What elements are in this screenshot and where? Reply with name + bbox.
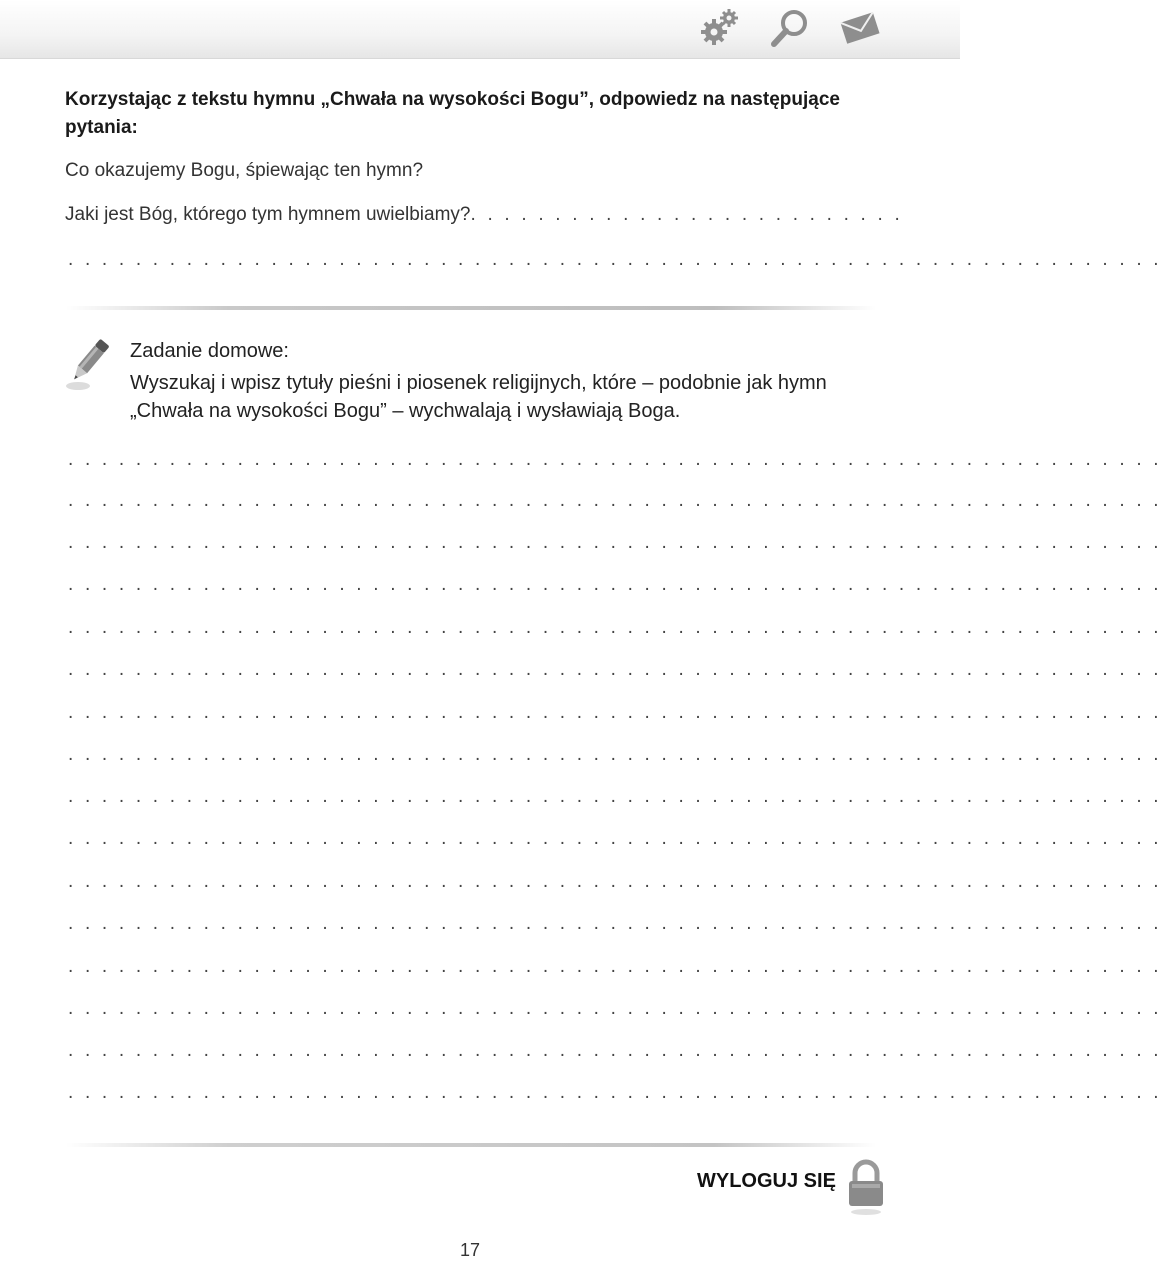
lock-icon[interactable] <box>846 1158 886 1216</box>
homework-answer-line[interactable]: . . . . . . . . . . . . . . . . . . . . . . . . . . . . . . . . . . . . . . . . . . . . . . . . . . . . . . . . . . . . . . . . . <box>68 956 1162 977</box>
homework-answer-line[interactable]: . . . . . . . . . . . . . . . . . . . . . . . . . . . . . . . . . . . . . . . . . . . . . . . . . . . . . . . . . . . . . . . . . <box>68 702 1162 723</box>
homework-answer-line[interactable]: . . . . . . . . . . . . . . . . . . . . . . . . . . . . . . . . . . . . . . . . . . . . . . . . . . . . . . . . . . . . . . . . . <box>68 574 1162 595</box>
task-heading: Korzystając z tekstu hymnu „Chwała na wysokości Bogu”, odpowiedz na następujące pytania: <box>65 89 840 138</box>
homework-answer-line[interactable]: . . . . . . . . . . . . . . . . . . . . . . . . . . . . . . . . . . . . . . . . . . . . . . . . . . . . . . . . . . . . . . . . . <box>68 490 1162 511</box>
question-2-text: Jaki jest Bóg, którego tym hymnem uwielbiamy? <box>65 204 471 225</box>
homework-answer-line[interactable]: . . . . . . . . . . . . . . . . . . . . . . . . . . . . . . . . . . . . . . . . . . . . . . . . . . . . . . . . . . . . . . . . . <box>68 1082 1162 1103</box>
homework-answer-line[interactable]: . . . . . . . . . . . . . . . . . . . . . . . . . . . . . . . . . . . . . . . . . . . . . . . . . . . . . . . . . . . . . . . . . <box>68 786 1162 807</box>
homework-instructions: Wyszukaj i wpisz tytuły pieśni i piosenek religijnych, które – podobnie jak hymn „Chwała na wysokości Bogu” – wychwalają i wysławiają Boga. <box>130 372 827 422</box>
homework-answer-line[interactable]: . . . . . . . . . . . . . . . . . . . . . . . . . . . . . . . . . . . . . . . . . . . . . . . . . . . . . . . . . . . . . . . . . <box>68 828 1162 849</box>
homework-answer-line[interactable]: . . . . . . . . . . . . . . . . . . . . . . . . . . . . . . . . . . . . . . . . . . . . . . . . . . . . . . . . . . . . . . . . . <box>68 659 1162 680</box>
homework-answer-line[interactable]: . . . . . . . . . . . . . . . . . . . . . . . . . . . . . . . . . . . . . . . . . . . . . . . . . . . . . . . . . . . . . . . . . <box>68 617 1162 638</box>
gears-icon[interactable] <box>698 6 742 50</box>
footer-divider <box>66 1143 876 1147</box>
homework-answer-line[interactable]: . . . . . . . . . . . . . . . . . . . . . . . . . . . . . . . . . . . . . . . . . . . . . . . . . . . . . . . . . . . . . . . . . <box>68 871 1162 892</box>
homework-answer-line[interactable]: . . . . . . . . . . . . . . . . . . . . . . . . . . . . . . . . . . . . . . . . . . . . . . . . . . . . . . . . . . . . . . . . . <box>68 532 1162 553</box>
pencil-icon <box>64 334 110 394</box>
homework-title: Zadanie domowe: <box>130 340 289 362</box>
question-1-text: Co okazujemy Bogu, śpiewając ten hymn? <box>65 160 424 181</box>
search-icon[interactable] <box>768 6 812 50</box>
toolbar-icons <box>698 6 882 50</box>
page-number: 17 <box>460 1240 481 1260</box>
mail-icon[interactable] <box>838 6 882 50</box>
homework-answer-line[interactable]: . . . . . . . . . . . . . . . . . . . . . . . . . . . . . . . . . . . . . . . . . . . . . . . . . . . . . . . . . . . . . . . . . <box>68 744 1162 765</box>
homework-answer-line[interactable]: . . . . . . . . . . . . . . . . . . . . . . . . . . . . . . . . . . . . . . . . . . . . . . . . . . . . . . . . . . . . . . . . . <box>68 1040 1162 1061</box>
top-toolbar <box>0 0 960 59</box>
homework-answer-line[interactable]: . . . . . . . . . . . . . . . . . . . . . . . . . . . . . . . . . . . . . . . . . . . . . . . . . . . . . . . . . . . . . . . . . <box>68 449 1162 470</box>
question-1 <box>65 160 423 182</box>
homework-answer-line[interactable]: . . . . . . . . . . . . . . . . . . . . . . . . . . . . . . . . . . . . . . . . . . . . . . . . . . . . . . . . . . . . . . . . . <box>68 913 1162 934</box>
answer-field-inline[interactable]: . . . . . . . . . . . . . . . . . . . . . . . . . . <box>470 204 903 225</box>
question-2 <box>65 204 903 226</box>
answer-line[interactable]: . . . . . . . . . . . . . . . . . . . . . . . . . . . . . . . . . . . . . . . . . . . . . . . . . . . . . . . . . . . . . . . . . <box>68 249 1162 270</box>
logout-button[interactable]: WYLOGUJ SIĘ <box>697 1170 836 1192</box>
section-divider <box>66 306 876 310</box>
homework-answer-line[interactable]: . . . . . . . . . . . . . . . . . . . . . . . . . . . . . . . . . . . . . . . . . . . . . . . . . . . . . . . . . . . . . . . . . <box>68 998 1162 1019</box>
